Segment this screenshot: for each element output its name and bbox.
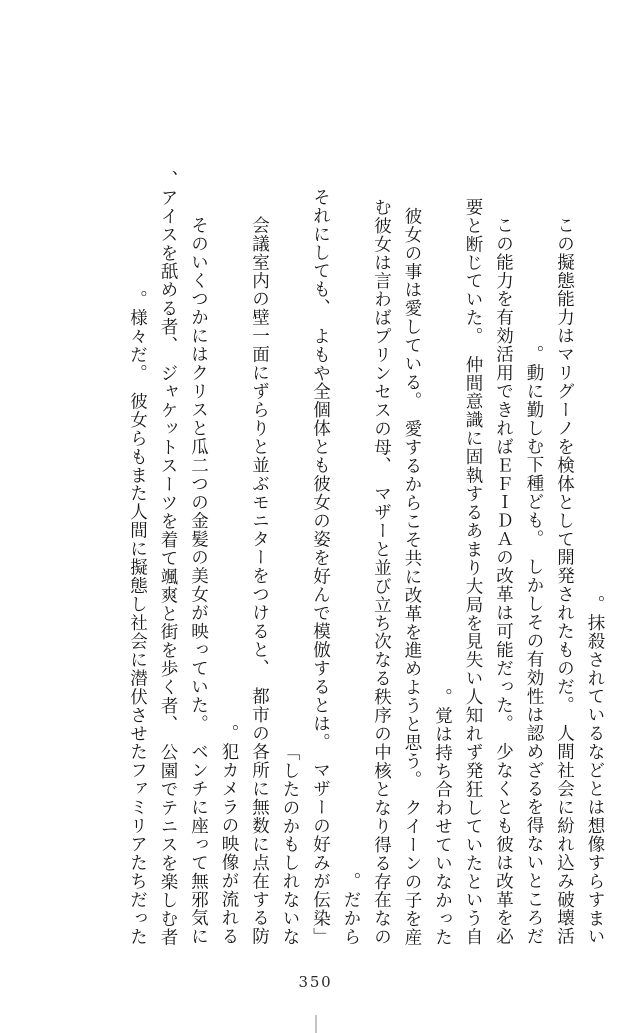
text-column: 彼女の事は愛している。 愛するからこそ共に改革を進めようと思う。 クイーンの子を産 bbox=[402, 206, 422, 946]
text-column: 会議室内の壁一面にずらりと並ぶモニターをつけると、 都市の各所に無数に点在する防 bbox=[249, 216, 270, 946]
text-column: したのかもしれないな」 bbox=[280, 742, 300, 946]
text-column: 動に勤しむ下種ども。 しかしその有効性は認めざるを得ないところだ。 bbox=[524, 345, 544, 946]
page-number: 350 bbox=[298, 973, 333, 991]
text-column: そのいくつかにはクリスと瓜二つの金髪の美女が映っていた。 ベンチに座って無邪気に bbox=[188, 216, 209, 946]
text-column: む彼女は言わばプリンセスの母、 マザーと並び立ち次なる秩序の中核となり得る存在なの bbox=[371, 197, 392, 946]
text-column: 様々だ。 彼女らもまた人間に擬態し社会に潜伏させたファミリアたちだった。 bbox=[127, 290, 148, 946]
text-column: 「それにしても、 よもや全個体とも彼女の姿を好んで模倣するとは。 マザーの好みが伝染 bbox=[310, 188, 331, 946]
text-column: 要と断じていた。 仲間意識に固執するあまり大局を見失い人知れず発狂していたという自 bbox=[463, 197, 483, 946]
text-column: アイスを舐める者、 ジャケットスーツを着て颯爽と街を歩く者、 公園でテニスを楽しむ者、 bbox=[158, 169, 178, 946]
text-column: この能力を有効活用できればＥＦＩＤＡの改革は可能だった。 少なくとも彼は改革を必 bbox=[493, 216, 514, 946]
text-column: 犯カメラの映像が流れる。 bbox=[219, 724, 239, 946]
text-column: だから。 bbox=[341, 872, 361, 946]
text-column: 抹殺されているなどとは想像すらすまい。 bbox=[585, 595, 605, 946]
gutter-mark bbox=[315, 1015, 316, 1033]
text-column: 覚は持ち合わせていなかった。 bbox=[432, 687, 453, 946]
text-column: この擬態能力はマリグーノを検体として開発されたものだ。 人間社会に紛れ込み破壊活 bbox=[554, 216, 575, 946]
vertical-text-block bbox=[28, 88, 603, 946]
